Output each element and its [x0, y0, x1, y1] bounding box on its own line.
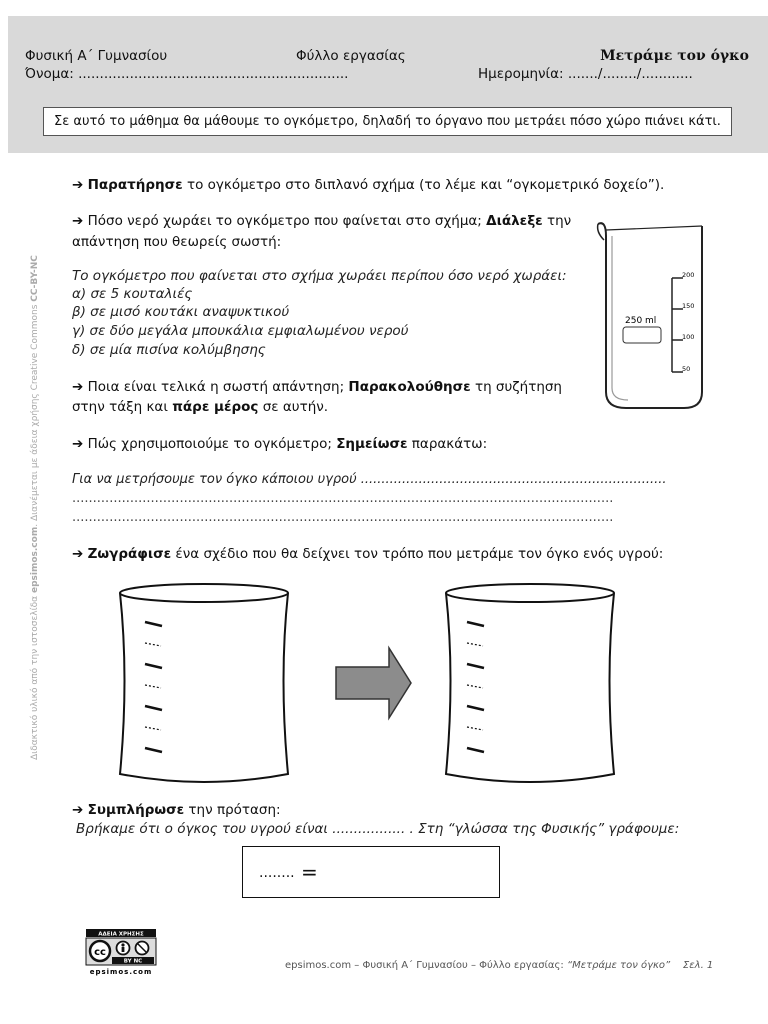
question-volume: ➔ Πόσο νερό χωράει το ογκόμετρο που φαίνεται στο σχήμα; Διάλεξε την	[72, 213, 572, 229]
badge-by-nc: BY NC	[123, 958, 143, 965]
question-volume-line2: απάντηση που θεωρείς σωστή:	[72, 234, 282, 250]
cylinder-after	[446, 584, 614, 782]
observe-instruction: ➔ Παρατήρησε το ογκόμετρο στο διπλανό σχήμα (το λέμε και “ογκομετρικό δοχείο”).	[72, 177, 665, 193]
subject-label: Φυσική Α΄ Γυμνασίου	[25, 48, 168, 64]
discussion-line2: στην τάξη και πάρε μέρος σε αυτήν.	[72, 399, 329, 415]
cc-icon: cc	[94, 947, 106, 958]
sheet-type-label: Φύλλο εργασίας	[296, 48, 406, 64]
usage-answer-line1[interactable]: Για να μετρήσουμε τον όγκο κάποιου υγρού ..........................................................................	[72, 472, 667, 487]
badge-top-label: ΑΔΕΙΑ ΧΡΗΣΗΣ	[98, 931, 144, 938]
page-footer: epsimos.com – Φυσική Α΄ Γυμνασίου – Φύλλο εργασίας: “Μετράμε τον όγκο” Σελ. 1	[285, 960, 714, 971]
process-arrow-icon	[336, 648, 411, 718]
beaker-illustration	[592, 212, 712, 412]
page-title: Μετράμε τον όγκο	[600, 48, 749, 64]
options-stem: Το ογκόμετρο που φαίνεται στο σχήμα χωράει περίπου όσο νερό χωράει:	[72, 268, 567, 284]
usage-answer-line2[interactable]: ...................................................................................................................................	[72, 491, 614, 506]
option-b[interactable]: β) σε μισό κουτάκι αναψυκτικού	[72, 304, 290, 320]
name-field[interactable]: Όνομα: ...............................................................	[25, 66, 349, 82]
cylinder-before	[120, 584, 288, 782]
side-license-note: Διδακτικό υλικό από την ιστοσελίδα epsimos.com. Διανέμεται με άδεια χρήσης Creative Commons CC-BY-NC	[30, 255, 40, 760]
usage-answer-line3[interactable]: ...................................................................................................................................	[72, 510, 614, 525]
option-c[interactable]: γ) σε δύο μεγάλα μπουκάλια εμφιαλωμένου νερού	[72, 323, 409, 339]
usage-instruction: ➔ Πώς χρησιμοποιούμε το ογκόμετρο; Σημείωσε παρακάτω:	[72, 436, 488, 452]
beaker-tick-200: 200	[682, 271, 695, 279]
complete-instruction: ➔ Συμπλήρωσε την πρόταση:	[72, 802, 281, 818]
badge-site: epsimos.com	[89, 968, 153, 976]
beaker-tick-100: 100	[682, 333, 695, 341]
date-field[interactable]: Ημερομηνία: ......./......../............	[478, 66, 693, 82]
cc-license-badge	[83, 927, 159, 977]
drawing-area[interactable]	[115, 578, 635, 790]
answer-equals: =	[301, 860, 318, 884]
draw-instruction: ➔ Ζωγράφισε ένα σχέδιο που θα δείχνει τον τρόπο που μετράμε τον όγκο ενός υγρού:	[72, 546, 664, 562]
option-d[interactable]: δ) σε μία πισίνα κολύμβησης	[72, 342, 266, 358]
beaker-capacity-label: 250 ml	[625, 316, 657, 326]
beaker-tick-150: 150	[682, 302, 695, 310]
answer-dots: ........	[259, 865, 295, 881]
complete-sentence[interactable]: Βρήκαμε ότι ο όγκος του υγρού είναι ................. . Στη “γλώσσα της Φυσικής” γράφουμε:	[76, 821, 680, 837]
intro-text: Σε αυτό το μάθημα θα μάθουμε το ογκόμετρο, δηλαδή το όργανο που μετράει πόσο χώρο πιάνει κάτι.	[43, 107, 732, 136]
answer-box[interactable]	[242, 846, 500, 898]
option-a[interactable]: α) σε 5 κουταλιές	[72, 286, 193, 302]
beaker-tick-50: 50	[682, 365, 691, 373]
discussion-instruction: ➔ Ποια είναι τελικά η σωστή απάντηση; Παρακολούθησε τη συζήτηση	[72, 379, 562, 395]
